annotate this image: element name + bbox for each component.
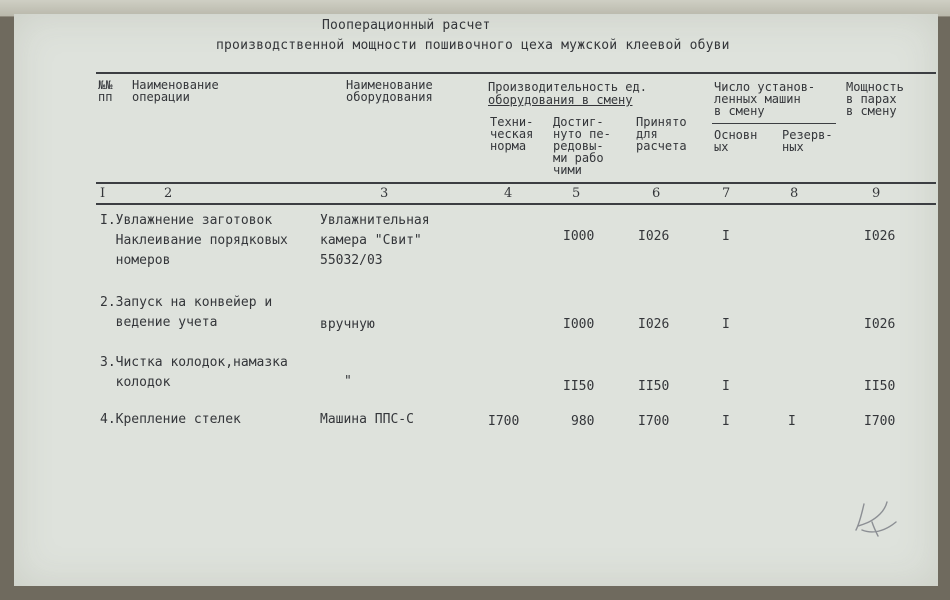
header-machines: Число установ- ленных машин в смену: [714, 80, 816, 118]
row-4-equipment: Машина ППС-С: [320, 412, 414, 427]
colnum-4: 4: [504, 186, 513, 201]
header-capacity: Мощность в парах в смену: [846, 80, 904, 118]
row-1-main: I: [722, 229, 730, 244]
row-3-accepted: II50: [638, 379, 670, 394]
row-2-capacity: I026: [864, 317, 896, 332]
document-subtitle: производственной мощности пошивочного цеха мужской клеевой обуви: [216, 38, 730, 53]
row-2-equipment: вручную: [320, 317, 375, 332]
row-4-accepted: I700: [638, 414, 670, 429]
header-equipment: Наименование оборудования: [346, 78, 433, 104]
table-top-rule: [96, 72, 936, 74]
header-productivity-l2: оборудования в смену: [488, 93, 633, 107]
colnum-8: 8: [790, 186, 799, 201]
handwritten-mark-icon: [842, 496, 902, 540]
colnum-1: I: [100, 186, 106, 201]
colnum-7: 7: [722, 186, 731, 201]
header-operation: Наименование операции: [132, 78, 219, 104]
row-4-achieved: 980: [571, 414, 595, 429]
header-productivity-l1: Производительность ед.: [488, 80, 647, 94]
document-title: Пооперационный расчет: [322, 18, 491, 33]
header-reserve: Резерв- ных: [782, 128, 833, 154]
row-1-accepted: I026: [638, 229, 670, 244]
row-1-equipment: Увлажнительная камера "Свит" 55032/03: [320, 213, 430, 268]
row-4-reserve: I: [788, 414, 796, 429]
row-3-equipment: ": [344, 374, 352, 389]
row-1-capacity: I026: [864, 229, 896, 244]
colnum-2: 2: [164, 186, 173, 201]
row-3-capacity: II50: [864, 379, 896, 394]
machines-underline: [712, 123, 836, 124]
colnum-5: 5: [572, 186, 581, 201]
row-4-main: I: [722, 414, 730, 429]
header-main: Основн ых: [714, 128, 758, 154]
row-3-operation: 3.Чистка колодок,намазка колодок: [100, 355, 288, 390]
header-bottom-rule: [96, 182, 936, 184]
colnum-9: 9: [872, 186, 881, 201]
row-4-operation: 4.Крепление стелек: [100, 412, 241, 427]
header-achieved: Достиг- нуто пе- редовы- ми рабо чими: [553, 115, 611, 177]
row-1-operation: I.Увлажнение заготовок Наклеивание порядковых номеров: [100, 213, 288, 268]
header-num: №№ пп: [98, 78, 113, 104]
row-3-achieved: II50: [563, 379, 595, 394]
colnum-6: 6: [652, 186, 661, 201]
column-number-rule: [96, 203, 936, 205]
row-2-accepted: I026: [638, 317, 670, 332]
colnum-3: 3: [380, 186, 389, 201]
row-2-operation: 2.Запуск на конвейер и ведение учета: [100, 295, 273, 330]
row-3-main: I: [722, 379, 730, 394]
row-4-tech-norm: I700: [488, 414, 520, 429]
row-2-achieved: I000: [563, 317, 595, 332]
row-2-main: I: [722, 317, 730, 332]
header-tech-norm: Техни- ческая норма: [490, 115, 534, 153]
row-1-achieved: I000: [563, 229, 595, 244]
header-accepted: Принято для расчета: [636, 115, 687, 153]
row-4-capacity: I700: [864, 414, 896, 429]
